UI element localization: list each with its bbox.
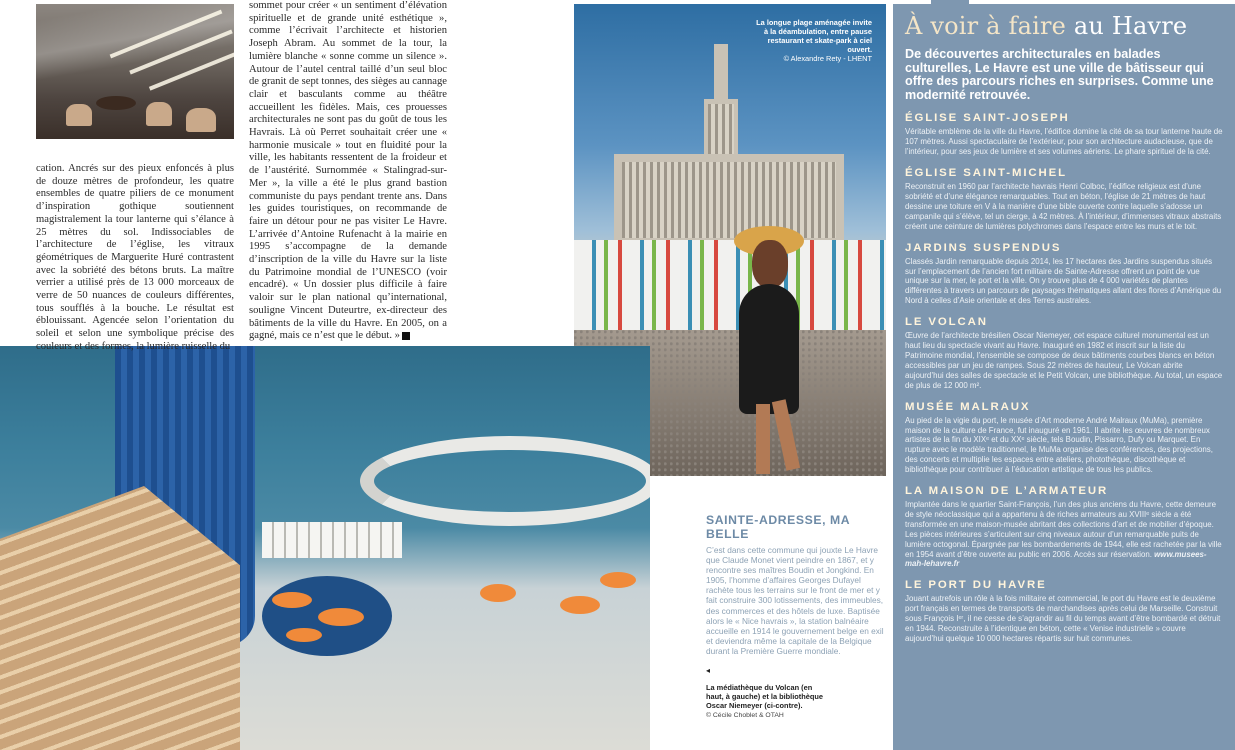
sidebar-section-saint-joseph xyxy=(905,112,1223,157)
section-text: Classés Jardin remarquable depuis 2014, les 17 hectares des Jardins suspendus situés sur l’emplacement de l’ancien fort militaire de Sainte-Adresse offrent un point de vue unique sur la mer, le port et la ville. On y trouve plus de 4 000 variétés de plantes différentes à travers un parcours de paysages thématiques allant des flores d’Amérique du Nord à celles d’Asie orientale et des Terres australes. xyxy=(905,256,1222,306)
section-heading: LE PORT DU HAVRE xyxy=(905,579,1047,592)
sidebar-title xyxy=(905,12,1223,40)
sidebar-title-accent: À voir à faire xyxy=(905,12,1067,40)
section-text: Au pied de la vigie du port, le musée d’Art moderne André Malraux (MuMa), première maison de la culture de France, fut inauguré en 1961. Il abrite les œuvres de nombreux artistes de la fin du XIXᵉ et du XXᵉ siècle, tels Boudin, Pissarro, Dufy ou Marquet. En rupture avec le modèle traditionnel, le MuMa organise des conférences, des projections, des concerts et multiplie les espaces entre ateliers, photothèque, discothèque et bibliothèque pour contribuer à l’éducation artistique de tous les publics. xyxy=(905,415,1213,475)
beach-caption-credit: © Alexandre Rety - LHENT xyxy=(783,54,872,63)
museum-website-link[interactable]: www.musees-mah-lehavre.fr xyxy=(905,549,1207,569)
sidebar-tab-marker xyxy=(931,0,969,5)
library-photo-caption xyxy=(706,666,826,720)
sidebar-a-voir-a-faire xyxy=(893,4,1235,750)
beach-caption-text: La longue plage aménagée invite à la déambulation, entre pause restaurant et skate-park à ciel ouvert. xyxy=(756,18,872,54)
sidebar-section-saint-michel xyxy=(905,167,1223,232)
section-text: Véritable emblème de la ville du Havre, l’édifice domine la cité de sa tour lanterne haute de 107 mètres. Aussi spectaculaire de l’extérieur, pour son architecture audacieuse, que de l’intérieur, pour ses jeux de lumière et ses volumes aériens. Le phare spirituel de la cité. xyxy=(905,127,1223,157)
section-text-body: Implantée dans le quartier Saint-François, l’un des plus anciens du Havre, cette demeure de style néoclassique qui a appartenu à de riches armateurs au XVIIIᵉ siècle a été transformée en une maison-musée abritant des collections d’art et de mobilier d’époque. Les pièces intérieures s’articulent sur cinq niveaux autour d’un remarquable puits de lumière octogonal. Épargnée par les bombardements de 1944, elle est rachetée par la ville en 1954 avant d’être ouverte au public en 2006. Accès sur réservation. xyxy=(905,500,1222,559)
section-heading: JARDINS SUSPENDUS xyxy=(905,241,1062,254)
sainte-adresse-box xyxy=(706,513,886,656)
library-caption-text: La médiathèque du Volcan (en haut, à gauche) et la bibliothèque Oscar Niemeyer (ci-contre). xyxy=(706,683,824,710)
section-heading: ÉGLISE SAINT-MICHEL xyxy=(905,167,1068,180)
section-heading: LA MAISON DE L’ARMATEUR xyxy=(905,485,1109,498)
article-column-2 xyxy=(249,0,447,343)
sainte-adresse-text: C’est dans cette commune qui jouxte Le Havre que Claude Monet vient peindre en 1867, et y rencontre ses maîtres Boudin et Jongkind. En 1905, l’homme d’affaires Georges Dufayel rachète tous les terrains sur le front de mer et y fait construire 300 lotissements, des immeubles, des commerces et des hôtels de luxe. Baptisée alors le « Nice havrais », la station balnéaire accueille en 1914 le gouvernement belge en exil et deviendra même la capitale de la Belgique durant la Première Guerre mondiale. xyxy=(706,545,884,656)
sidebar-intro: De découvertes architecturales en balades culturelles, Le Havre est une ville de bâtisseur qui offre des parcours riches en surprises. Comme une modernité retrouvée. xyxy=(905,47,1214,102)
sainte-adresse-title: SAINTE-ADRESSE, MA BELLE xyxy=(706,513,850,541)
sidebar-section-port xyxy=(905,579,1223,644)
section-heading: LE VOLCAN xyxy=(905,316,988,329)
sidebar-section-malraux xyxy=(905,401,1223,475)
library-caption-credit: © Cécile Choblet & OTAH xyxy=(706,712,784,719)
lounge-photo xyxy=(36,4,234,139)
sidebar-section-jardins xyxy=(905,242,1223,307)
sidebar-section-volcan xyxy=(905,316,1223,390)
sidebar-title-rest: au Havre xyxy=(1066,12,1188,40)
article-column-2-text: sommet pour créer « un sentiment d’élévation spirituelle et de grande unité esthétique », comme l’écrivait l’architecte et historien Joseph Abram. Au sommet de la tour, la lumière blanche « sonne comme un silence ». Autour de l’autel central taillé d’un seul bloc de granit de sept tonnes, des sièges au cannage clair et basculants comme au théâtre accueillent les fidèles. Mais, ces prouesses architecturales ne sont pas du goût de tous les Havrais. Là où Perret souhaitait créer une « harmonie musicale » tout en fluidité pour la ville, les habitants ressentent de la froideur et de l’austérité. Surnommée « Stalingrad-sur-Mer », la ville a été le plus grand bastion communiste du pays pendant trente ans. Dans les guides touristiques, on recommande de faire un détour pour ne pas visiter Le Havre. L’arrivée d’Antoine Rufenacht à la mairie en 1995 s’accompagne de la demande d’inscription de la ville du Havre sur la liste du Patrimoine mondial de l’UNESCO (voir encadré). « Un dossier plus difficile à faire valoir sur le plan national qu’international, souligne Vincent Duteurtre, ex-directeur des bâtiments de la ville du Havre. En 2005, on a gagné, mais ce n’est que le début. » xyxy=(249,0,447,342)
article-column-1: cation. Ancrés sur des pieux enfoncés à plus de douze mètres de profondeur, les quatre ensembles de quatre piliers de ce monument d’inspiration gothique soutiennent magistralement la tour lanterne qui s’élance à 25 mètres du sol. Indissociables de l’architecture de l’église, les vitraux géométriques de Marguerite Huré contrastent avec la sobriété des bétons bruts. La maître verrier a utilisé près de 13 000 morceaux de verre de 50 nuances de couleurs différentes, tous soufflés à la bouche. Le résultat est éblouissant. Agencée selon l’orientation du soleil et selon une symbolique précise des couleurs et des formes, la lumière ruisselle du xyxy=(36,163,234,352)
library-photo xyxy=(0,346,650,750)
section-text: Reconstruit en 1960 par l’architecte havrais Henri Colboc, l’édifice religieux est d’une sobriété et d’une élégance remarquables. Tout en béton, l’église de 21 mètres de haut dessine une toiture en V à la manière d’une bible ouverte contre laquelle s’adosse un campanile qui s’élève, tel un cierge, à 42 mètres. À l’intérieur, d’immenses vitraux abstraits créent une ceinture de lumières polychromes dans l’espace entre les murs et le toit. xyxy=(905,182,1222,231)
caption-arrow-icon: ◂ xyxy=(706,666,711,675)
section-text: Jouant autrefois un rôle à la fois militaire et commercial, le port du Havre est le deuxième port français en termes de transports de marchandises après celui de Marseille. Construit sous François Iᵉʳ, il ne cesse de s’agrandir au fil du temps avant d’être bombardé et détruit en 1944. Reconstruite à l’identique en béton, cette « Venise industrielle » couvre aujourd’hui quelque 10 000 hectares répartis sur huit communes. xyxy=(905,594,1221,643)
section-text: Œuvre de l’architecte brésilien Oscar Niemeyer, cet espace culturel monumental est un haut lieu du spectacle vivant au Havre. Inauguré en 1982 et inscrit sur la liste du Patrimoine mondial, l’ensemble se compose de deux bâtiments courbes blancs en béton accessibles par un jeu de rampes. Sous 22 mètres de hauteur, Le Volcan abrite aujourd’hui des salles de spectacle et le Petit Volcan, une bibliothèque. Au total, un espace de plus de 12 000 m². xyxy=(905,331,1223,390)
section-heading: ÉGLISE SAINT-JOSEPH xyxy=(905,112,1070,125)
section-text xyxy=(905,500,1223,569)
beach-photo-caption xyxy=(756,18,872,63)
section-heading: MUSÉE MALRAUX xyxy=(905,400,1031,413)
sidebar-section-armateur xyxy=(905,485,1223,569)
end-of-article-square-icon xyxy=(402,332,410,340)
